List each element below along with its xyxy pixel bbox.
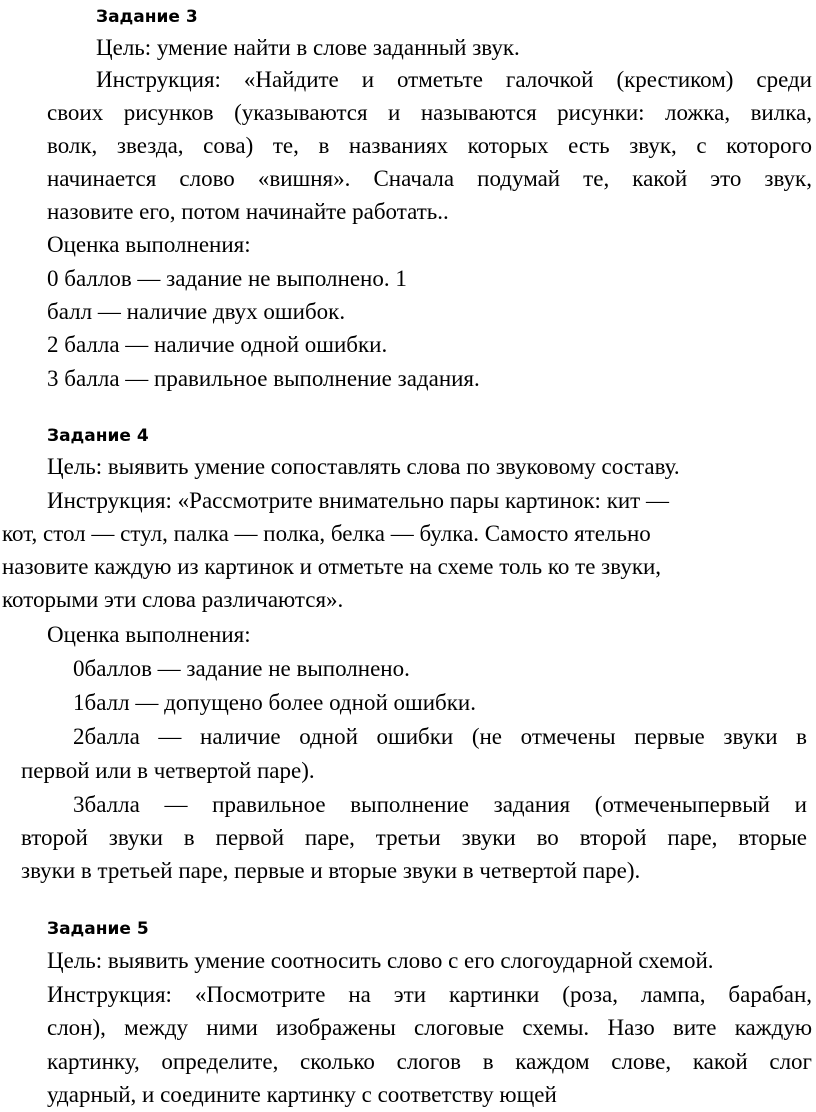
task3-instruction-line: волк, звезда, сова) те, в названиях которых есть звук, с которого — [47, 133, 812, 158]
task3-score-line: 3 балла — правильное выполнение задания. — [47, 366, 480, 391]
task4-instruction-line: которыми эти слова различаются». — [2, 587, 344, 612]
task3-score-line: балл — наличие двух ошибок. — [47, 299, 346, 324]
task5-instruction-line: Инструкция: «Посмотрите на эти картинки (роза, лампа, барабан, — [47, 982, 812, 1007]
task4-score-line: 3балла — правильное выполнение задания (отмеченыпервый и — [73, 792, 807, 817]
task3-goal: Цель: умение найти в слове заданный звук. — [96, 35, 520, 60]
task5-goal: Цель: выявить умение соотносить слово с его слогоударной схемой. — [47, 948, 714, 973]
task5-instruction-line: слон), между ними изображены слоговые схемы. Назо вите каждую — [47, 1015, 812, 1040]
task5-instruction-line: ударный, и соедините картинку с соответству ющей — [47, 1082, 557, 1107]
task4-heading: Задание 4 — [47, 426, 149, 446]
task3-instruction-line: начинается слово «вишня». Сначала подумай те, какой это звук, — [47, 166, 812, 191]
task4-score-line: 0баллов — задание не выполнено. — [73, 656, 410, 681]
task4-score-line: 1балл — допущено более одной ошибки. — [73, 690, 476, 715]
task4-instruction-line: назовите каждую из картинок и отметьте на схеме толь ко те звуки, — [2, 554, 662, 579]
task4-assessment-title: Оценка выполнения: — [47, 622, 251, 647]
task4-score-line: второй звуки в первой паре, третьи звуки во второй паре, вторые — [21, 825, 807, 850]
task4-score-line: 2балла — наличие одной ошибки (не отмечены первые звуки в — [73, 724, 807, 749]
task4-score-line: первой или в четвертой паре). — [21, 758, 315, 783]
task3-instruction-line: Инструкция: «Найдите и отметьте галочкой (крестиком) среди — [96, 67, 812, 92]
task4-score-line: звуки в третьей паре, первые и вторые звуки в четвертой паре). — [21, 858, 641, 883]
task4-instruction-line: кот, стол — стул, палка — полка, белка — булка. Самосто ятельно — [2, 521, 651, 546]
task3-assessment-title: Оценка выполнения: — [47, 232, 251, 257]
task3-heading: Задание 3 — [96, 7, 198, 27]
task5-heading: Задание 5 — [47, 919, 149, 939]
task4-goal: Цель: выявить умение сопоставлять слова по звуковому составу. — [47, 454, 680, 479]
task3-instruction-line: своих рисунков (указываются и называются рисунки: ложка, вилка, — [47, 100, 812, 125]
task5-instruction-line: картинку, определите, сколько слогов в каждом слове, какой слог — [47, 1049, 812, 1074]
task3-score-line: 0 баллов — задание не выполнено. 1 — [47, 266, 407, 291]
task3-instruction-line: назовите его, потом начинайте работать.. — [47, 199, 449, 224]
task4-instruction-line: Инструкция: «Рассмотрите внимательно пары картинок: кит — — [47, 488, 669, 513]
task3-score-line: 2 балла — наличие одной ошибки. — [47, 332, 388, 357]
